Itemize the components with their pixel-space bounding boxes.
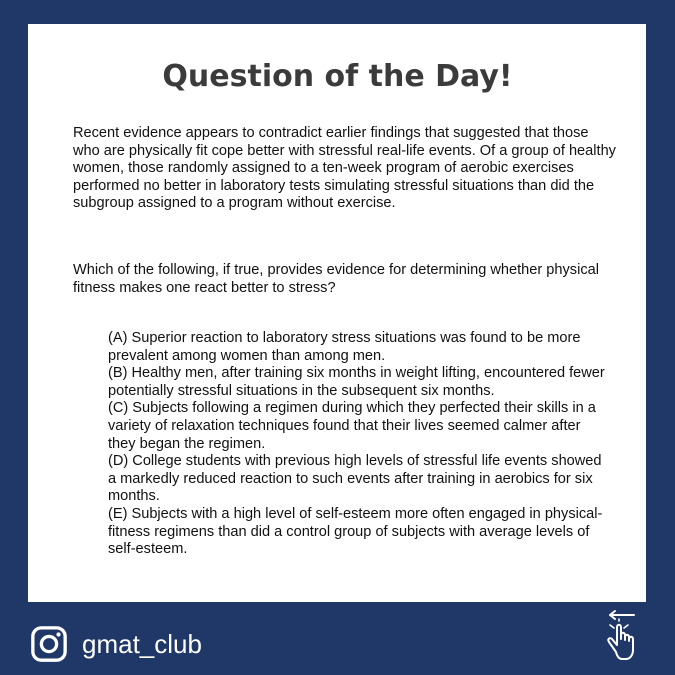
- option-c[interactable]: (C) Subjects following a regimen during which they perfected their skills in a variety of relaxation techniques found that their lives seemed calmer after they began the regimen.: [108, 399, 596, 452]
- answer-options: [108, 329, 607, 558]
- option-e[interactable]: (E) Subjects with a high level of self-esteem more often engaged in physical-fitness regimens than did a control group of subjects with average levels of self-esteem.: [108, 504, 603, 558]
- option-d[interactable]: (D) College students with previous high levels of stressful life events showed a markedly reduced reaction to such events after training in aerobics for six months.: [108, 452, 602, 505]
- passage-text: Recent evidence appears to contradict earlier findings that suggested that those who are physically fit cope better with stressful real-life events. Of a group of healthy women, those randomly assigned to a ten-week program of aerobic exercises performed no better in laboratory tests simulating stressful situations than did the subgroup assigned to a program without exercise.: [73, 124, 616, 212]
- swipe-hand-icon: [600, 608, 648, 664]
- option-b[interactable]: (B) Healthy men, after training six months in weight lifting, encountered fewer potentially stressful situations in the subsequent six months.: [108, 364, 605, 399]
- instagram-handle[interactable]: gmat_club: [82, 628, 202, 659]
- option-a[interactable]: (A) Superior reaction to laboratory stress situations was found to be more prevalent among women than among men.: [108, 329, 581, 364]
- footer: [30, 622, 202, 666]
- instagram-icon[interactable]: [30, 625, 68, 663]
- page-title: Question of the Day!: [162, 59, 513, 94]
- question-text: Which of the following, if true, provides evidence for determining whether physical fitness makes one react better to stress?: [73, 261, 599, 296]
